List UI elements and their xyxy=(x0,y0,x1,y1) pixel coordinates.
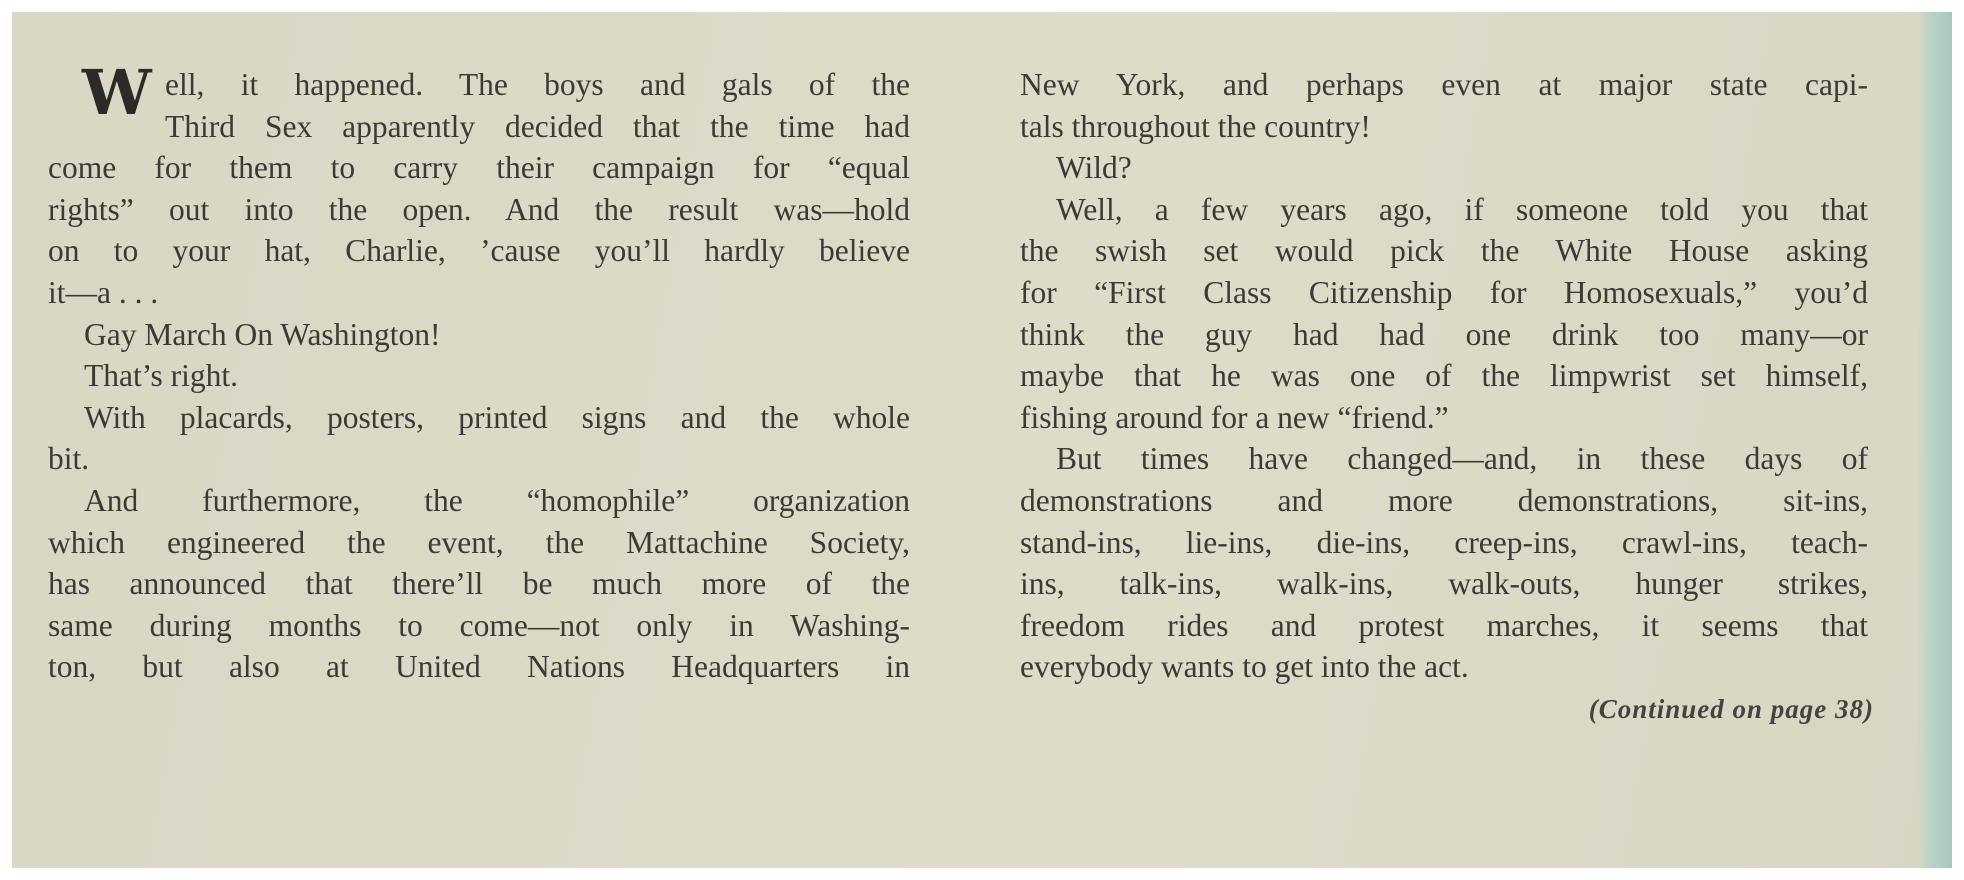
text-line: fishing around for a new “friend.” xyxy=(1020,399,1449,435)
text-line: for “First Class Citizenship for Homosexuals,” you’d xyxy=(1020,274,1868,310)
text-line: Third Sex apparently decided that the time had xyxy=(165,108,910,144)
text-line: That’s right. xyxy=(84,358,238,394)
text-line: which engineered the event, the Mattachine Society, xyxy=(48,524,910,560)
text-line: ton, but also at United Nations Headquarters in xyxy=(48,649,910,685)
text-line: come for them to carry their campaign for “equal xyxy=(48,150,910,186)
text-line: stand-ins, lie-ins, die-ins, creep-ins, crawl-ins, teach- xyxy=(1020,524,1868,560)
text-line: think the guy had had one drink too many—or xyxy=(1020,316,1868,352)
text-line: freedom rides and protest marches, it seems that xyxy=(1020,607,1868,643)
text-line: rights” out into the open. And the result was—hold xyxy=(48,191,910,227)
text-line: tals throughout the country! xyxy=(1020,108,1371,144)
text-line: it—a . . . xyxy=(48,274,159,310)
text-line: bit. xyxy=(48,441,90,477)
text-line: same during months to come—not only in Washing- xyxy=(48,607,910,643)
text-line: Gay March On Washington! xyxy=(84,316,441,352)
left-column xyxy=(48,56,910,688)
continued-note: (Continued on page 38) xyxy=(1588,694,1874,724)
text-line: everybody wants to get into the act. xyxy=(1020,649,1469,685)
text-line: With placards, posters, printed signs and the whole xyxy=(84,399,910,435)
text-line: And furthermore, the “homophile” organization xyxy=(84,482,910,518)
text-line: on to your hat, Charlie, ’cause you’ll hardly believe xyxy=(48,233,910,269)
text-line: Well, a few years ago, if someone told you that xyxy=(1056,191,1868,227)
text-line: ins, talk-ins, walk-ins, walk-outs, hunger strikes, xyxy=(1020,566,1868,602)
text-line: maybe that he was one of the limpwrist set himself, xyxy=(1020,358,1868,394)
text-line: ell, it happened. The boys and gals of the xyxy=(165,67,910,102)
right-column xyxy=(1020,64,1868,688)
text-line: But times have changed—and, in these days of xyxy=(1056,441,1868,477)
magazine-page xyxy=(12,12,1952,868)
text-line: New York, and perhaps even at major state capi- xyxy=(1020,67,1868,102)
drop-cap: W xyxy=(82,56,150,129)
text-line: Wild? xyxy=(1056,150,1132,186)
text-line: has announced that there’ll be much more of the xyxy=(48,566,910,602)
text-line: demonstrations and more demonstrations, sit-ins, xyxy=(1020,482,1868,518)
text-line: the swish set would pick the White House asking xyxy=(1020,233,1868,269)
